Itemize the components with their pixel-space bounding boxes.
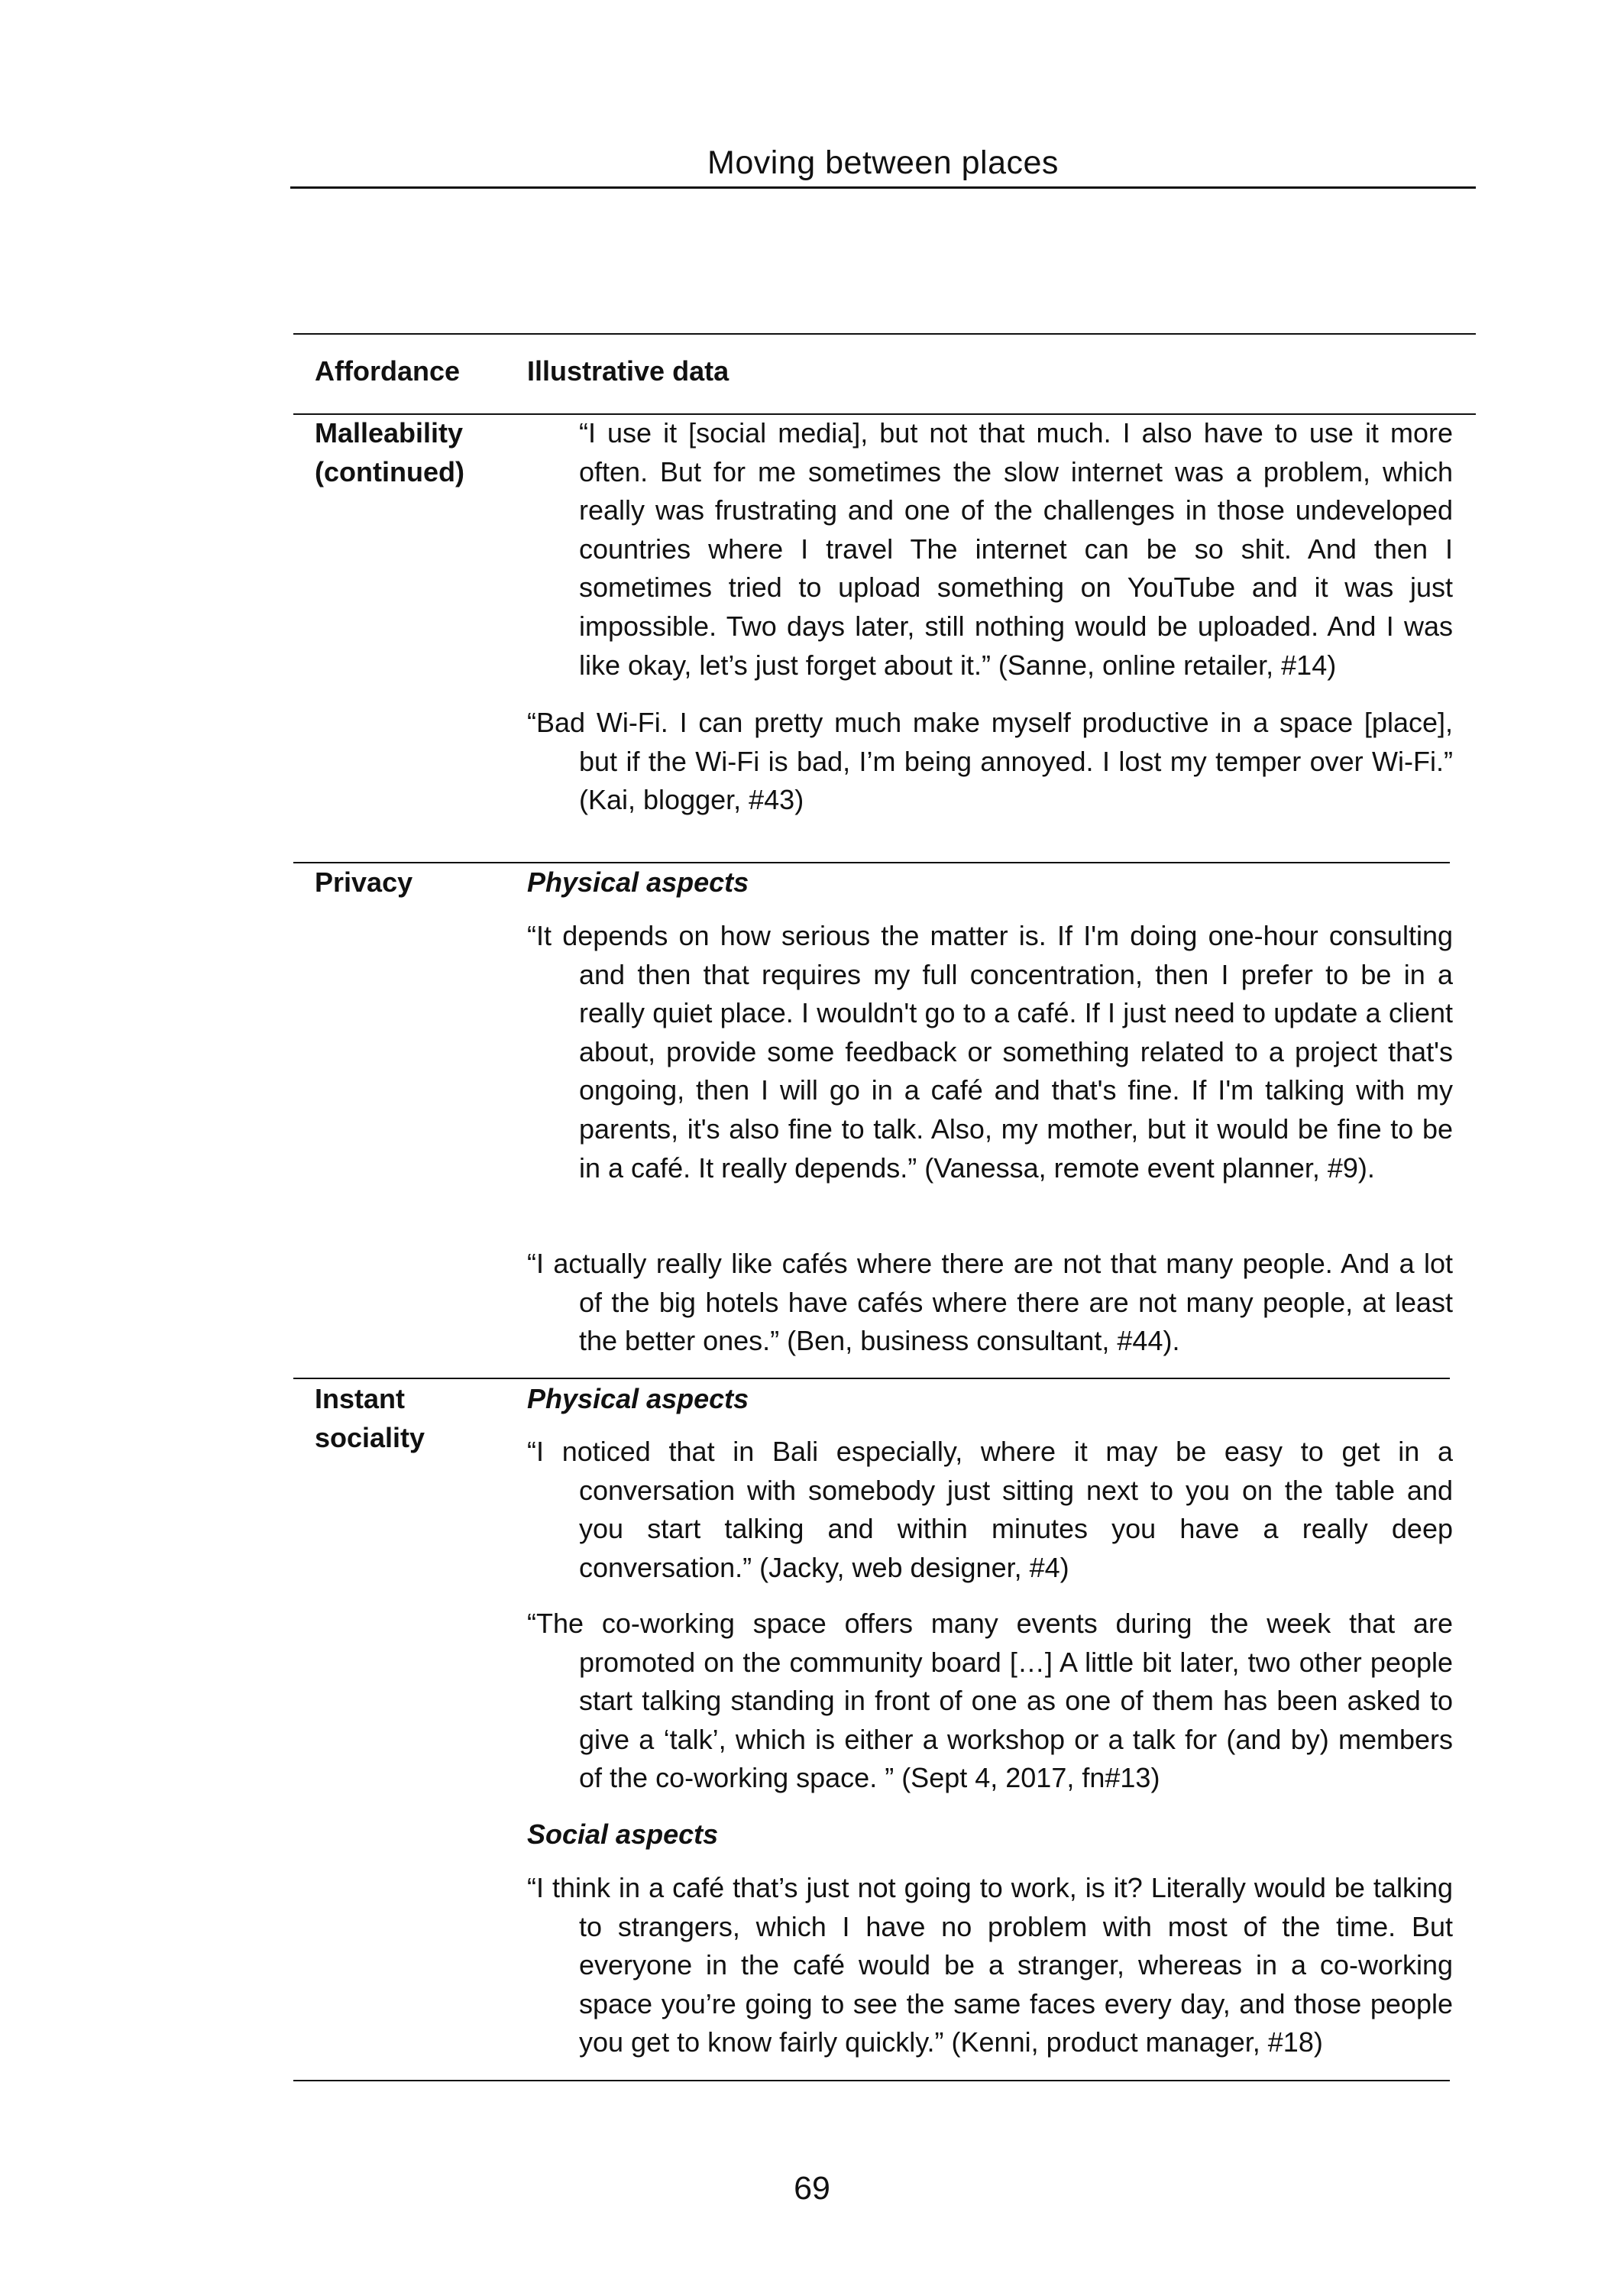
page-number: 69	[794, 2170, 830, 2207]
quote-jacky: “I noticed that in Bali especially, where it may be easy to get in a conversation with somebody just sitting next to you on the table and you start talking and within minutes you have a really deep conversation.” (Jacky, web designer, #4)	[527, 1436, 1453, 1583]
quote-kenni: “I think in a café that’s just not going to work, is it? Literally would be talking to strangers, which I have no problem with most of the time. But everyone in the café would be a stranger, whereas in a co-working space you’re going to see the same faces every day, and those people you get to know fairly quickly.” (Kenni, product manager, #18)	[527, 1872, 1453, 2058]
running-header: Moving between places	[290, 139, 1476, 189]
affordance-privacy: Privacy	[315, 866, 413, 898]
quote-fieldnote: “The co-working space offers many events during the week that are promoted on the community board […] A little bit later, two other people start talking standing in front of one as one of them has been asked to give a ‘talk’, which is either a workshop or a talk for (and by) members of the co-working space. ” (Sept 4, 2017, fn#13)	[527, 1608, 1453, 1794]
aspect-heading-physical-sociality: Physical aspects	[527, 1383, 749, 1414]
quote-kai: “Bad Wi-Fi. I can pretty much make myself productive in a space [place], but if the Wi-Fi is bad, I’m being annoyed. I lost my temper over Wi-Fi.” (Kai, blogger, #43)	[527, 707, 1453, 816]
quote-ben: “I actually really like cafés where there are not that many people. And a lot of the big hotels have cafés where there are not many people, at least the better ones.” (Ben, business consultant, #44).	[527, 1248, 1453, 1357]
table-bottom-rule	[293, 2080, 1450, 2081]
affordance-malleability: Malleability (continued)	[315, 417, 464, 487]
column-header-affordance: Affordance	[315, 355, 461, 387]
column-header-illustrative-data: Illustrative data	[527, 355, 730, 387]
aspect-heading-physical-privacy: Physical aspects	[527, 866, 749, 898]
affordance-instant-sociality: Instant sociality	[315, 1383, 425, 1453]
table-top-rule	[293, 333, 1476, 335]
aspect-heading-social: Social aspects	[527, 1819, 719, 1850]
quote-vanessa: “It depends on how serious the matter is. If I'm doing one-hour consulting and then that requires my full concentration, then I prefer to be in a really quiet place. I wouldn't go to a café. If I just need to update a client about, provide some feedback or something related to a project that's ongoing, then I will go in a café and that's fine. If I'm talking with my parents, it's also fine to talk. Also, my mother, but it would be fine to be in a café. It really depends.” (Vanessa, remote event planner, #9).	[527, 920, 1453, 1184]
quote-sanne: “I use it [social media], but not that much. I also have to use it more often. But for me sometimes the slow internet was a problem, which really was frustrating and one of the challenges in those undeveloped countries where I travel The internet can be so shit. And then I sometimes tried to upload something on YouTube and it was just impossible. Two days later, still nothing would be uploaded. And I was like okay, let’s just forget about it.” (Sanne, online retailer, #14)	[579, 417, 1453, 681]
row-divider-instant-sociality	[293, 1378, 1450, 1379]
